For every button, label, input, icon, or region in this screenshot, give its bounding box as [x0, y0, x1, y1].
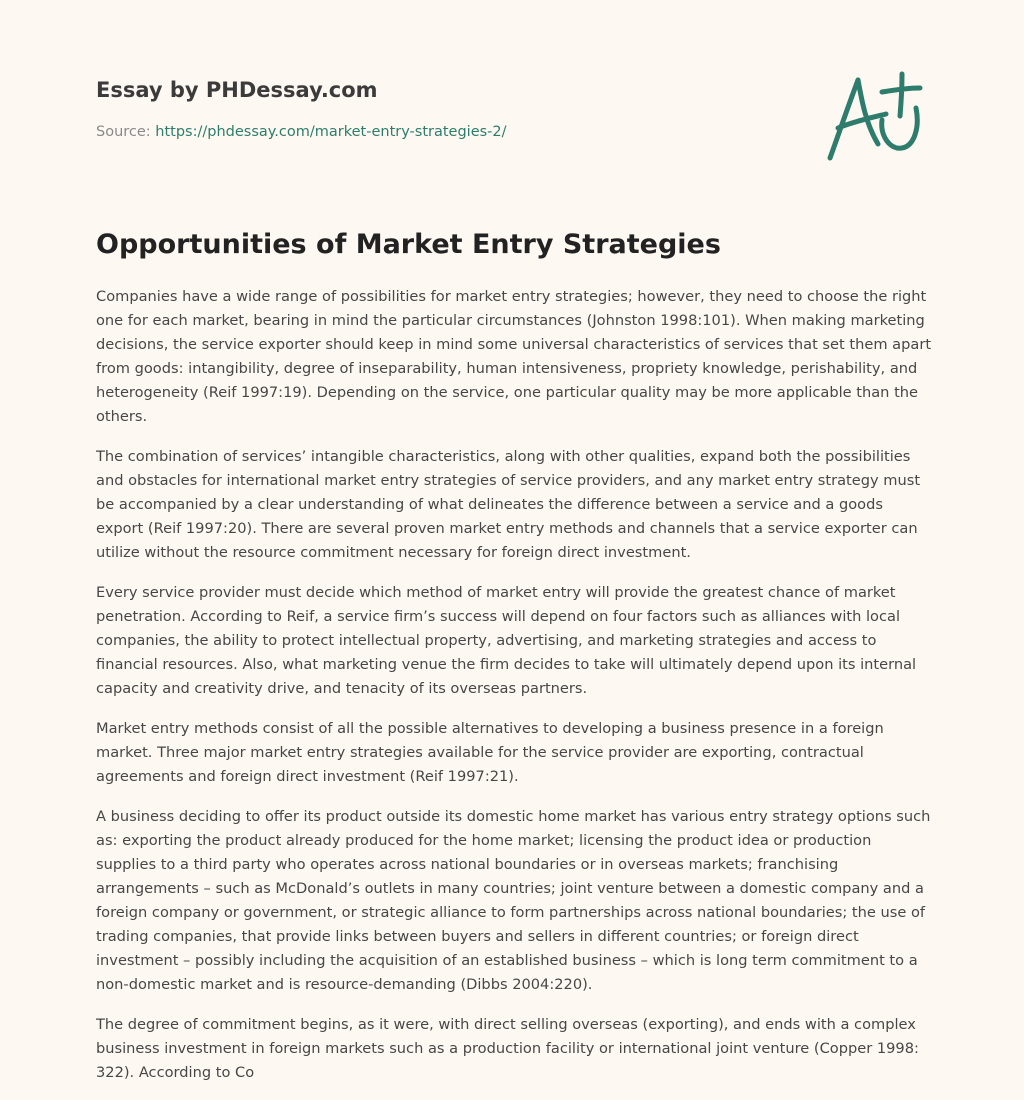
essay-title: Opportunities of Market Entry Strategies [96, 229, 721, 260]
source-link[interactable]: https://phdessay.com/market-entry-strategies-2/ [155, 124, 507, 140]
essay-body [96, 285, 932, 1085]
source-label: Source: [96, 124, 151, 140]
essay-paragraph: A business deciding to offer its product outside its domestic home market has various entry strategy options such as: exporting the product already produced for the home market; licensing the product idea or production supplies to a third party who operates across national boundaries or in overseas markets; franchising arrangements – such as McDonald’s outlets in many countries; joint venture between a domestic company and a foreign company or government, or strategic alliance to form partnerships across national boundaries; the use of trading companies, that provide links between buyers and sellers in different countries; or foreign direct investment – possibly including the acquisition of an established business – which is long term commitment to a non-domestic market and is resource-demanding (Dibbs 2004:220). [96, 808, 931, 993]
essay-paragraph: Every service provider must decide which method of market entry will provide the greatest chance of market penetration. According to Reif, a service firm’s success will depend on four factors such as alliances with local companies, the ability to protect intellectual property, advertising, and marketing strategies and access to financial resources. Also, what marketing venue the firm decides to take will ultimately depend upon its internal capacity and creativity drive, and tenacity of its overseas partners. [96, 584, 917, 697]
essay-paragraph: The degree of commitment begins, as it were, with direct selling overseas (exporting), and ends with a complex business investment in foreign markets such as a production facility or international joint venture (Copper 1998: 322). According to Co [96, 1016, 919, 1081]
source-line [96, 122, 796, 142]
essay-paragraph: The combination of services’ intangible characteristics, along with other qualities, expand both the possibilities and obstacles for international market entry strategies of service providers, and any market entry strategy must be accompanied by a clear understanding of what delineates the difference between a service and a goods export (Reif 1997:20). There are several proven market entry methods and channels that a service exporter can utilize without the resource commitment necessary for foreign direct investment. [96, 448, 921, 561]
page-header [96, 74, 796, 142]
a-plus-grade-icon [820, 66, 930, 166]
essay-paragraph: Companies have a wide range of possibilities for market entry strategies; however, they need to choose the right one for each market, bearing in mind the particular circumstances (Johnston 1998:101). When making marketing decisions, the service exporter should keep in mind some universal characteristics of services that set them apart from goods: intangibility, degree of inseparability, human intensiveness, propriety knowledge, perishability, and heterogeneity (Reif 1997:19). Depending on the service, one particular quality may be more applicable than the others. [96, 288, 932, 425]
essay-paragraph: Market entry methods consist of all the possible alternatives to developing a business presence in a foreign market. Three major market entry strategies available for the service provider are exporting, contractual agreements and foreign direct investment (Reif 1997:21). [96, 720, 884, 785]
a-plus-logo-svg [820, 66, 930, 166]
site-title: Essay by PHDessay.com [96, 78, 378, 102]
